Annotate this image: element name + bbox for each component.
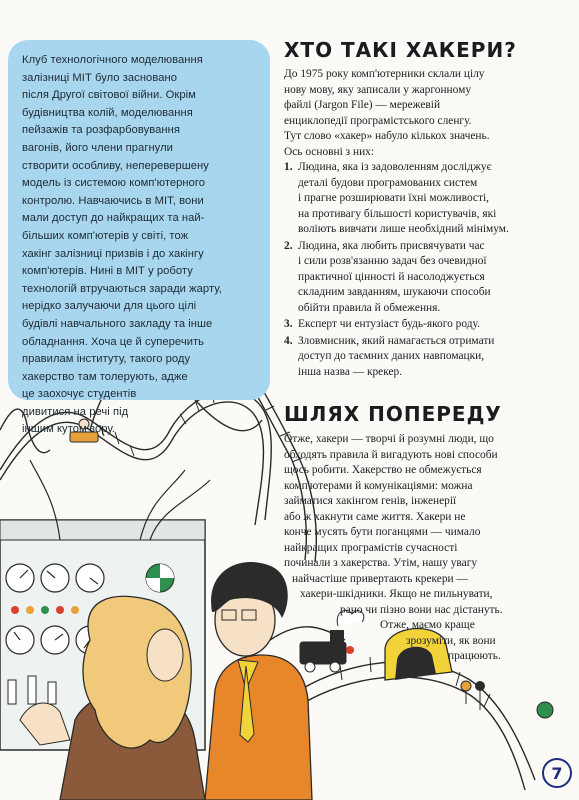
section-heading-path-ahead: ШЛЯХ ПОПЕРЕДУ [284, 402, 502, 426]
list-line: і сили розв'язанню задач без очевидної [298, 255, 487, 267]
callout-line: модель із системою комп'ютерного [22, 177, 206, 190]
section-heading-who-are-hackers: ХТО ТАКІ ХАКЕРИ? [284, 38, 517, 62]
callout-line: нерідко залучаючи для цього цілі [22, 300, 197, 313]
list-line: Людина, яка любить присвячувати час [298, 239, 485, 252]
callout-text [22, 52, 260, 439]
intro-line: Тут слово «хакер» набуло кількох значень. [284, 130, 490, 142]
list-number: 1. [284, 161, 293, 173]
callout-line: іншим кутом зору. [22, 423, 116, 436]
list-line: Людина, яка із задоволенням досліджує [298, 161, 492, 173]
page-number: 7 [542, 758, 572, 788]
callout-line: технологій втручаються заради жарту, [22, 282, 222, 295]
list-item [284, 334, 564, 381]
callout-line: більших комп'ютерів у світі, тож [22, 229, 189, 242]
intro-line: нову мову, яку записали у жаргонному [284, 83, 472, 96]
hacker-definitions-list [284, 160, 564, 381]
list-line: обійти правила й обмеження. [298, 301, 441, 314]
body-line: конче мусять бути поганцями — чимало [284, 526, 481, 538]
list-item [284, 160, 564, 238]
callout-line: дивитися на речі під [22, 405, 129, 418]
intro-line: Ось основні з них: [284, 145, 375, 158]
callout-line: контролю. Навчаючись в МІТ, вони [22, 194, 204, 207]
list-line: на противагу більшості користувачів, які [298, 207, 497, 220]
callout-line: пейзажів та розфарбовування [22, 124, 180, 137]
list-number: 3. [284, 318, 293, 330]
body-line: або ж хакнути саме життя. Хакери не [284, 510, 466, 523]
body-line: Отже, маємо краще [380, 619, 475, 631]
body-line: комп'ютерами й комунікаціями: можна [284, 479, 473, 492]
callout-line: залізниці МІТ було засновано [22, 71, 177, 84]
list-line: доступ до таємних даних навпомацки, [298, 350, 485, 362]
body-line: зрозуміти, як вони [406, 634, 496, 647]
body-line: рано чи пізно вони нас дістануть. [340, 603, 503, 616]
body-line: найчастіше привертають крекери — [292, 572, 468, 585]
list-line: Експерт чи ентузіаст будь-якого роду. [298, 318, 480, 330]
list-item [284, 239, 564, 317]
list-line: складним завданням, шукаючи способи [298, 286, 491, 298]
callout-line: мали доступ до найкращих та най- [22, 212, 205, 225]
body-line: працюють. [448, 650, 501, 662]
list-number: 2. [284, 239, 293, 252]
callout-line: обладнання. Хоча це й суперечить [22, 335, 205, 348]
body-line: Отже, хакери — творчі й розумні люди, що [284, 433, 494, 445]
signal-lights [461, 681, 553, 718]
callout-line: Клуб технологічного моделювання [22, 54, 203, 66]
body-line: починали з хакерства. Утім, нашу увагу [284, 557, 478, 569]
list-line: деталі будови програмованих систем [298, 176, 478, 189]
body-line: хакери-шкідники. Якщо не пильнувати, [300, 588, 493, 600]
body-line: найкращих програмістів сучасності [284, 541, 458, 554]
section2-body [284, 432, 569, 665]
list-line: інша назва — крекер. [298, 365, 403, 378]
callout-line: хакінг залізниці призвів і до хакінгу [22, 247, 204, 260]
intro-line: До 1975 року комп'ютерники склали цілу [284, 68, 485, 80]
callout-line: хакерство там толерують, адже [22, 370, 188, 383]
callout-line: після Другої світової війни. Окрім [22, 89, 196, 102]
list-line: практичної цінності й насолоджується [298, 270, 485, 283]
callout-line: це заохочує студентів [22, 388, 137, 401]
section1-intro [284, 67, 569, 160]
intro-line: енциклопедії програмістського сленгу. [284, 114, 472, 127]
callout-line: правилам інституту, такого роду [22, 353, 191, 366]
callout-line: будівлі навчального закладу та інше [22, 317, 213, 330]
callout-line: створити особливу, неперевершену [22, 159, 209, 172]
mit-club-callout [8, 40, 270, 436]
list-item [284, 317, 564, 333]
callout-line: комп'ютерів. Нині в МІТ у роботу [22, 265, 193, 278]
callout-line: вагонів, його члени прагнули [22, 141, 173, 154]
intro-line: файлі (Jargon File) — мережевій [284, 99, 441, 111]
list-line: Зловмисник, який намагається отримати [298, 334, 495, 347]
body-line: займатися хакінгом генів, інженерії [284, 495, 457, 507]
list-number: 4. [284, 334, 293, 347]
callout-line: будівництва колій, моделювання [22, 106, 193, 119]
list-line: і прагне розширювати їхні можливості, [298, 192, 489, 204]
body-line: обходять правила й вигадують нові способи [284, 448, 498, 461]
list-line: воліють вивчати лише необхідний мінімум. [298, 223, 509, 235]
body-line: щось робити. Хакерство не обмежується [284, 464, 482, 476]
